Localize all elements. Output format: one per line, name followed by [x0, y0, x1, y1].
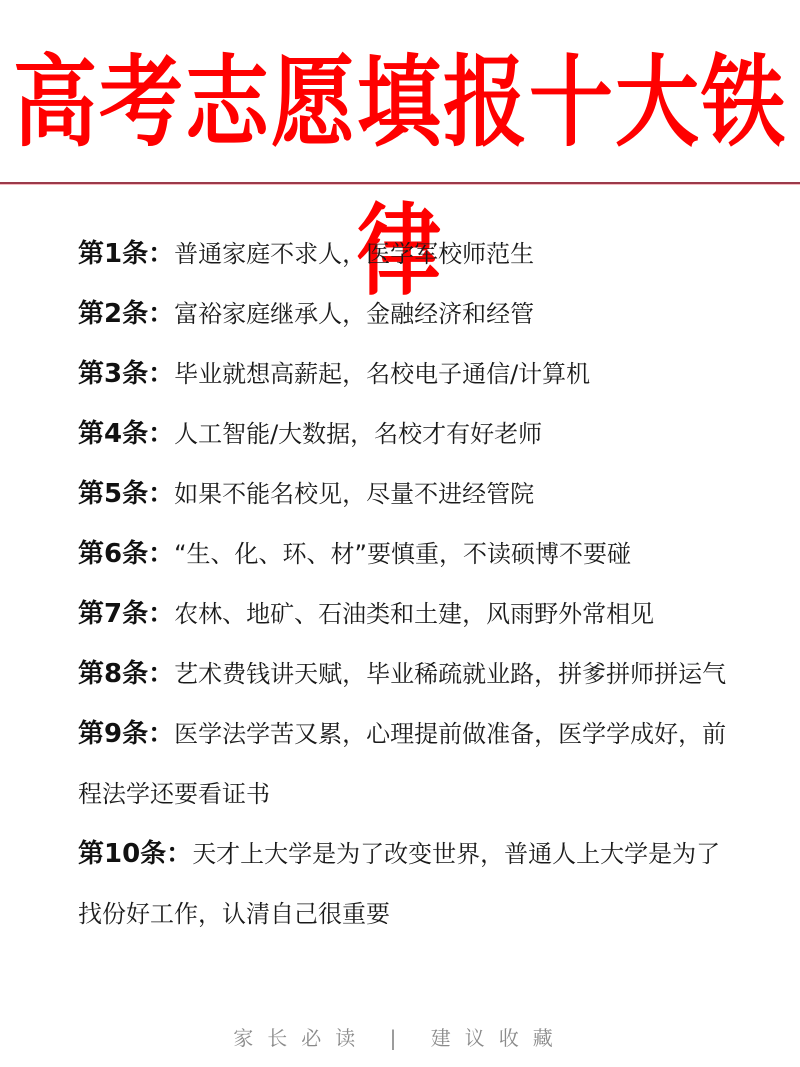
rule-text: 普通家庭不求人，医学军校师范生 — [174, 240, 535, 268]
rule-label: 第9条： — [78, 719, 175, 749]
rule-text: 医学法学苦又累，心理提前做准备，医学学成好，前程法学还要看证书 — [78, 720, 727, 808]
rule-text: 农林、地矿、石油类和土建，风雨野外常相见 — [174, 600, 655, 628]
rule-label: 第4条： — [78, 419, 175, 449]
rule-text: 如果不能名校见，尽量不进经管院 — [174, 480, 535, 508]
rule-item-6 — [78, 524, 728, 584]
rule-label: 第8条： — [78, 659, 175, 689]
rule-item-1 — [78, 224, 728, 284]
rule-text: “生、化、环、材”要慎重，不读硕博不要碰 — [174, 540, 631, 568]
footer-tagline: 家长必读 | 建议收藏 — [233, 1026, 567, 1050]
rule-text: 人工智能/大数据，名校才有好老师 — [174, 420, 543, 448]
rule-item-5 — [78, 464, 728, 524]
rule-item-8 — [78, 644, 728, 704]
rule-text: 毕业就想高薪起，名校电子通信/计算机 — [174, 360, 591, 388]
title-divider — [0, 182, 800, 184]
rule-label: 第6条： — [78, 539, 175, 569]
rule-label: 第5条： — [78, 479, 175, 509]
rule-text: 艺术费钱讲天赋，毕业稀疏就业路，拼爹拼师拼运气 — [174, 660, 727, 688]
page-title: 高考志愿填报十大铁律 — [12, 43, 787, 309]
rule-item-10 — [78, 824, 728, 944]
rule-text: 天才上大学是为了改变世界，普通人上大学是为了找份好工作，认清自己很重要 — [78, 840, 721, 928]
rule-text: 富裕家庭继承人，金融经济和经管 — [174, 300, 535, 328]
rule-label: 第7条： — [78, 599, 175, 629]
rule-label: 第2条： — [78, 299, 175, 329]
rule-item-7 — [78, 584, 728, 644]
rule-label: 第3条： — [78, 359, 175, 389]
rule-label: 第1条： — [78, 239, 175, 269]
rule-item-9 — [78, 704, 728, 824]
rule-item-2 — [78, 284, 728, 344]
rule-item-3 — [78, 344, 728, 404]
rule-label: 第10条： — [78, 839, 193, 869]
rule-item-4 — [78, 404, 728, 464]
rules-list — [78, 224, 728, 944]
